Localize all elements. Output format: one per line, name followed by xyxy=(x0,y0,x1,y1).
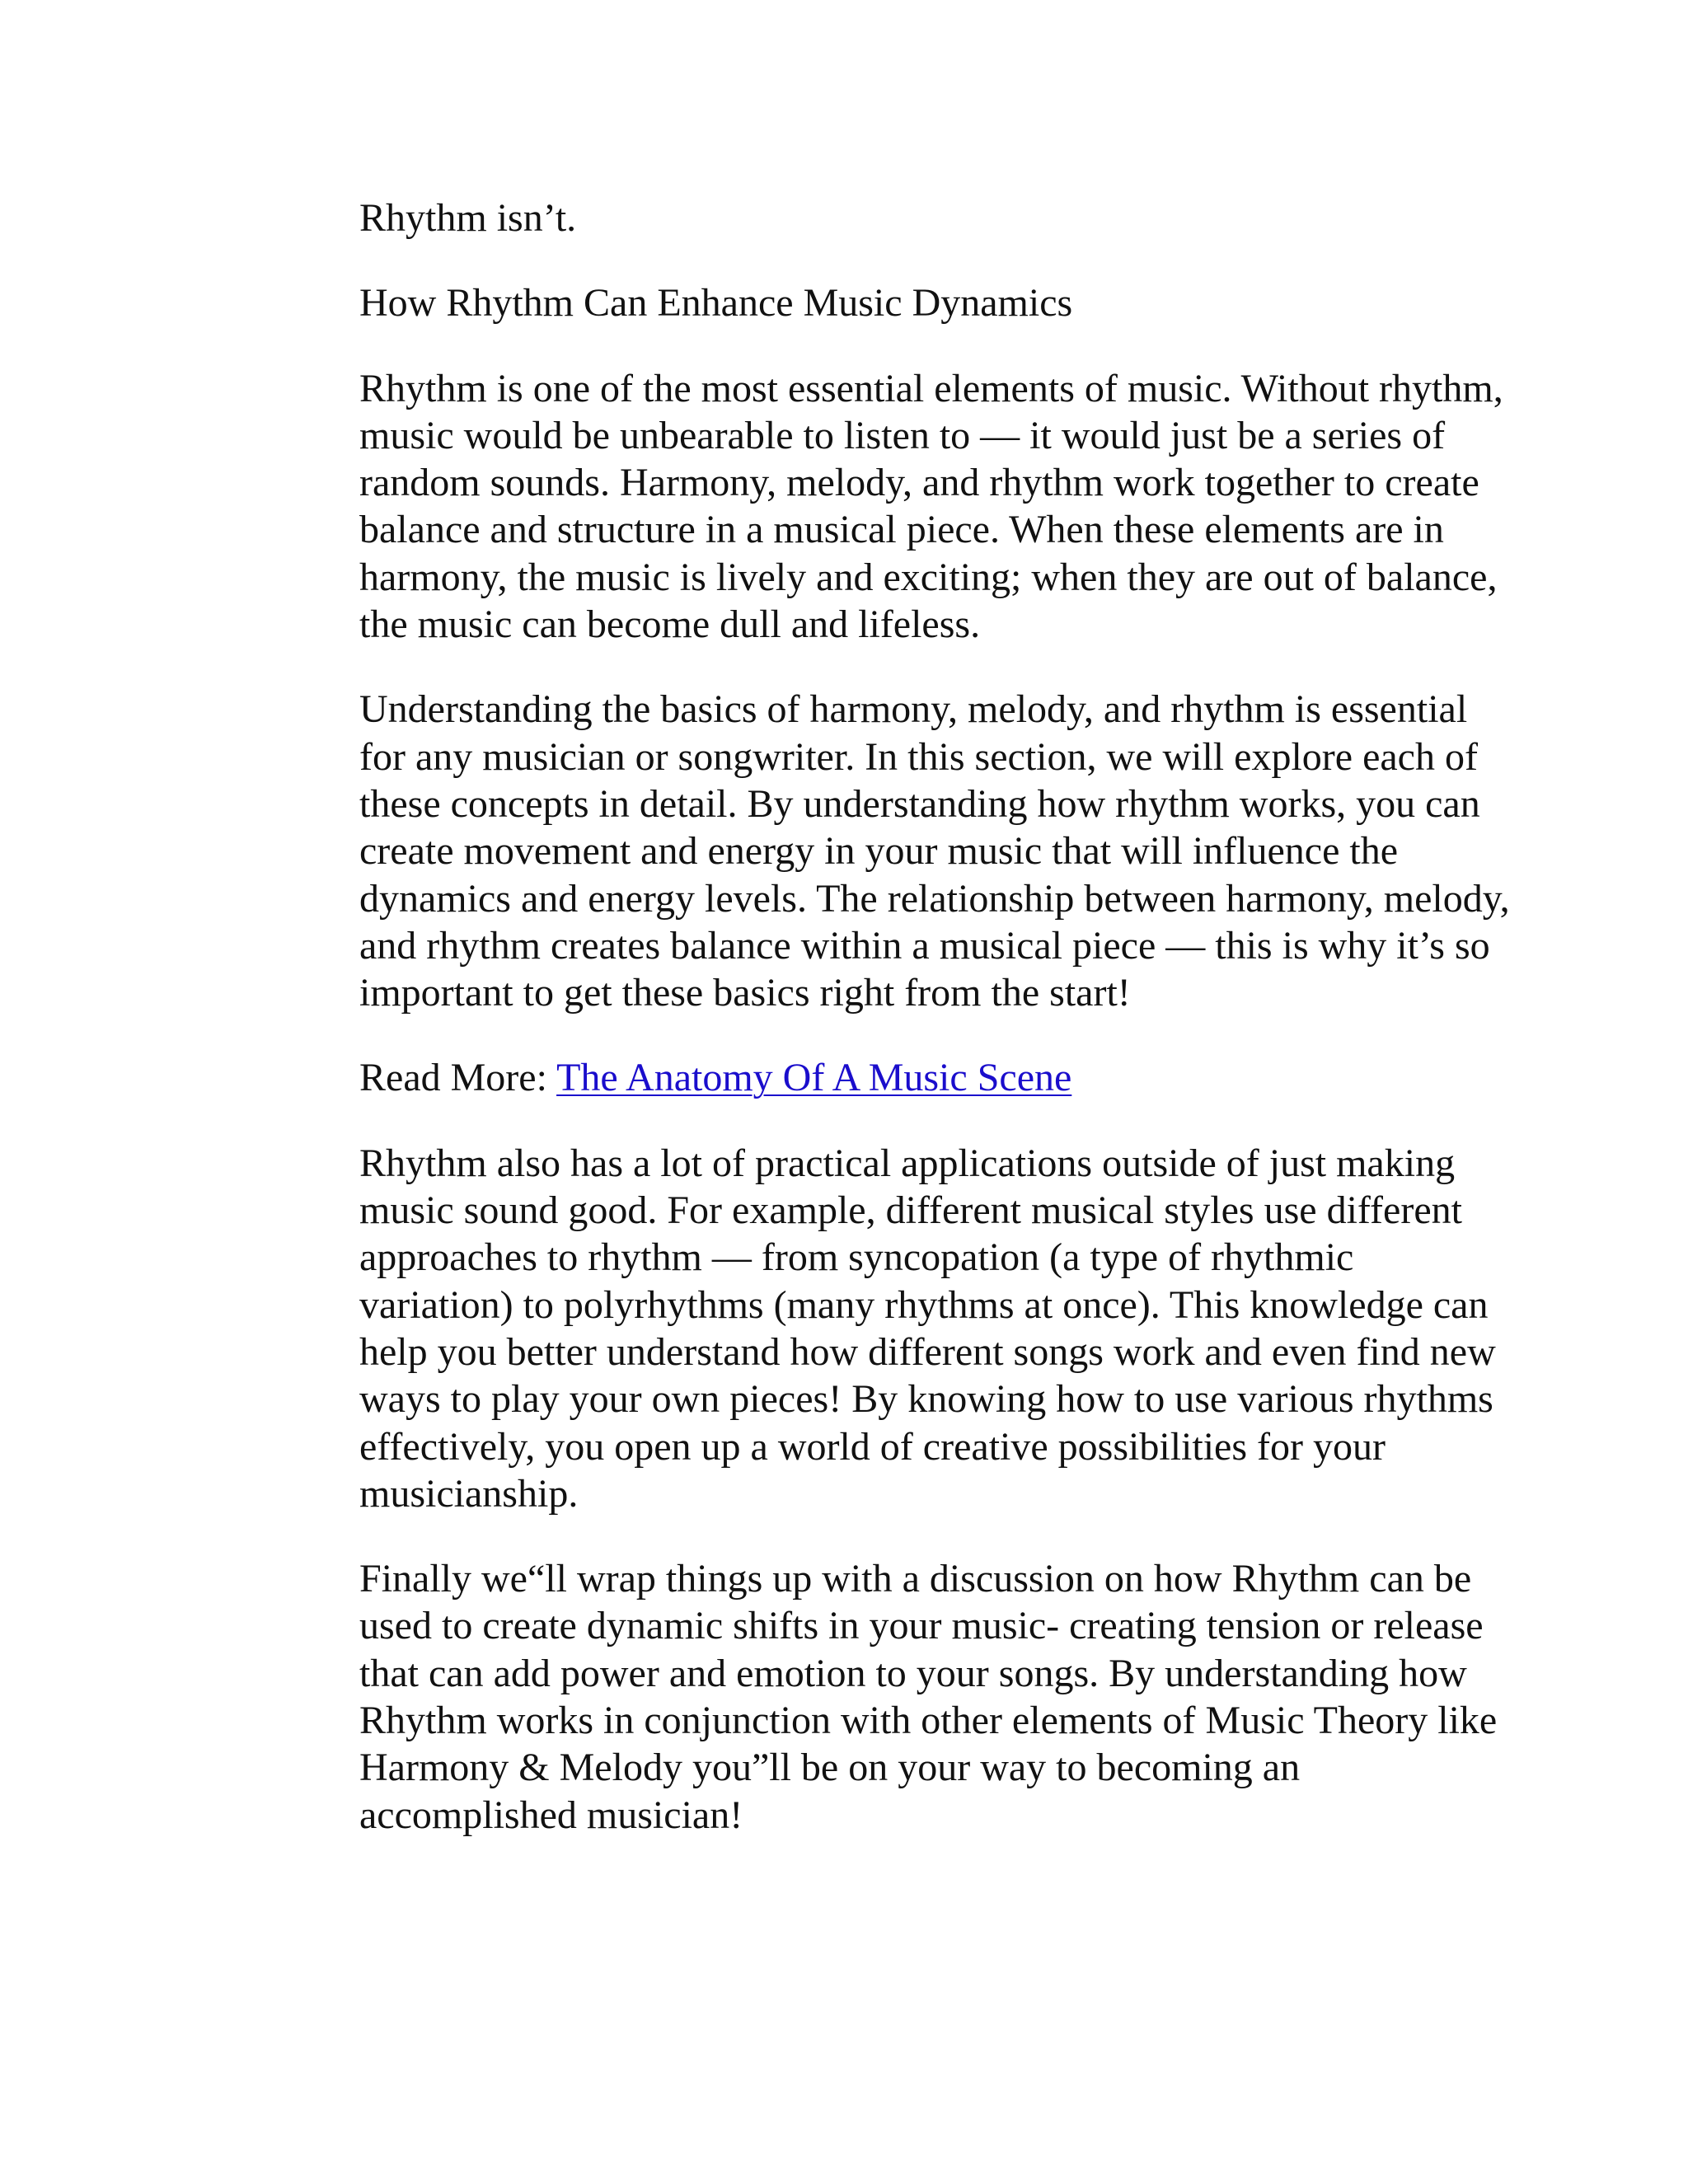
paragraph-1: Rhythm is one of the most essential elements of music. Without rhythm, music would be unbearable to listen to — it would just be a series of random sounds. Harmony, melody, and rhythm work together to create balance and structure in a musical piece. When these elements are in harmony, the music is lively and exciting; when they are out of balance, the music can become dull and lifeless. xyxy=(359,366,1503,647)
section-heading: How Rhythm Can Enhance Music Dynamics xyxy=(359,281,1073,326)
read-more-line xyxy=(359,1054,1513,1101)
read-more-label: Read More: xyxy=(359,1056,557,1100)
read-more-link[interactable]: The Anatomy Of A Music Scene xyxy=(556,1056,1072,1100)
paragraph-4: Finally we“ll wrap things up with a discussion on how Rhythm can be used to create dynamic shifts in your music- creating tension or release that can add power and emotion to your songs. By understanding how Rhythm works in conjunction with other elements of Music Theory like Harmony & Melody you”ll be on your way to becoming an accomplished musician! xyxy=(359,1557,1498,1837)
paragraph-2: Understanding the basics of harmony, melody, and rhythm is essential for any musician or songwriter. In this section, we will explore each of these concepts in detail. By understanding how rhythm works, you can create movement and energy in your music that will influence the dynamics and energy levels. The relationship between harmony, melody, and rhythm creates balance within a musical piece — this is why it’s so important to get these basics right from the start! xyxy=(359,687,1510,1015)
document-body xyxy=(359,194,1513,1877)
paragraph-3: Rhythm also has a lot of practical applications outside of just making music sound good. For example, different musical styles use different approaches to rhythm — from syncopation (a type of rhythmic variation) to polyrhythms (many rhythms at once). This knowledge can help you better understand how different songs work and even find new ways to play your own pieces! By knowing how to use various rhythms effectively, you open up a world of creative possibilities for your musicianship. xyxy=(359,1141,1496,1516)
intro-line: Rhythm isn’t. xyxy=(359,196,577,240)
